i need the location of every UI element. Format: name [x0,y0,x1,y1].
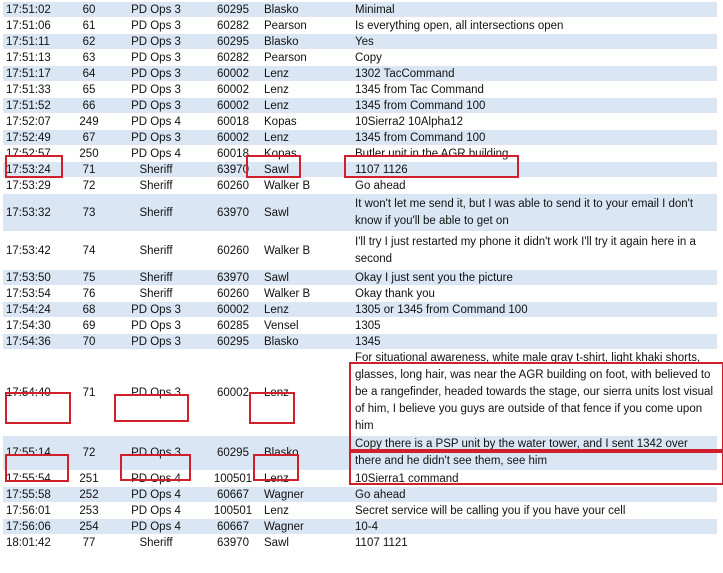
channel-cell: PD Ops 3 [107,130,205,146]
time-cell: 17:55:54 [3,471,71,487]
sequence-cell: 63 [71,50,107,66]
table-row [3,503,717,519]
speaker-cell: Walker B [261,232,352,270]
sequence-cell: 68 [71,302,107,318]
speaker-cell: Sawl [261,194,352,232]
time-cell: 17:51:06 [3,18,71,34]
speaker-cell: Lenz [261,350,352,436]
channel-cell: PD Ops 4 [107,114,205,130]
channel-cell: Sheriff [107,286,205,302]
sequence-cell: 252 [71,487,107,503]
speaker-cell: Sawl [261,162,352,178]
speaker-cell: Pearson [261,18,352,34]
time-cell: 17:51:33 [3,82,71,98]
message-cell: 10Sierra1 command [352,471,717,487]
speaker-cell: Walker B [261,286,352,302]
channel-cell: PD Ops 3 [107,302,205,318]
channel-cell: Sheriff [107,178,205,194]
channel-cell: Sheriff [107,535,205,551]
time-cell: 17:54:30 [3,318,71,334]
sequence-cell: 72 [71,436,107,471]
channel-cell: PD Ops 3 [107,436,205,471]
channel-cell: PD Ops 4 [107,487,205,503]
speaker-cell: Sawl [261,270,352,286]
time-cell: 18:01:42 [3,535,71,551]
sequence-cell: 77 [71,535,107,551]
sequence-cell: 74 [71,232,107,270]
time-cell: 17:53:50 [3,270,71,286]
speaker-cell: Kopas [261,114,352,130]
time-cell: 17:52:57 [3,146,71,162]
message-cell: Yes [352,34,717,50]
table-row [3,318,717,334]
unit-id-cell: 60295 [205,436,261,471]
channel-cell: Sheriff [107,232,205,270]
table-row [3,334,717,350]
table-row [3,436,717,471]
message-cell: Copy there is a PSP unit by the water tower, and I sent 1342 over there and he didn't see them, see him [352,436,717,471]
message-cell: Is everything open, all intersections open [352,18,717,34]
sequence-cell: 64 [71,66,107,82]
speaker-cell: Lenz [261,130,352,146]
channel-cell: PD Ops 3 [107,98,205,114]
table-row [3,82,717,98]
unit-id-cell: 60282 [205,50,261,66]
time-cell: 17:51:02 [3,2,71,18]
sequence-cell: 71 [71,162,107,178]
message-cell: It won't let me send it, but I was able to send it to your email I don't know if you'll be able to get on [352,194,717,232]
unit-id-cell: 60295 [205,334,261,350]
message-cell: I'll try I just restarted my phone it didn't work I'll try it again here in a second [352,232,717,270]
sequence-cell: 254 [71,519,107,535]
table-row [3,98,717,114]
table-row [3,178,717,194]
unit-id-cell: 60002 [205,66,261,82]
unit-id-cell: 60260 [205,232,261,270]
channel-cell: PD Ops 3 [107,66,205,82]
speaker-cell: Kopas [261,146,352,162]
table-row [3,487,717,503]
unit-id-cell: 60002 [205,82,261,98]
unit-id-cell: 60018 [205,146,261,162]
time-cell: 17:56:06 [3,519,71,535]
message-cell: 1305 or 1345 from Command 100 [352,302,717,318]
message-cell: 1107 1126 [352,162,717,178]
unit-id-cell: 60002 [205,98,261,114]
time-cell: 17:53:32 [3,194,71,232]
unit-id-cell: 60295 [205,2,261,18]
channel-cell: Sheriff [107,194,205,232]
channel-cell: PD Ops 3 [107,2,205,18]
unit-id-cell: 60285 [205,318,261,334]
message-cell: 1107 1121 [352,535,717,551]
table-row [3,146,717,162]
unit-id-cell: 63970 [205,194,261,232]
table-row [3,2,717,18]
table-row [3,114,717,130]
unit-id-cell: 60018 [205,114,261,130]
table-row [3,350,717,436]
channel-cell: Sheriff [107,162,205,178]
speaker-cell: Blasko [261,2,352,18]
time-cell: 17:53:54 [3,286,71,302]
unit-id-cell: 100501 [205,503,261,519]
time-cell: 17:55:14 [3,436,71,471]
table-row [3,471,717,487]
sequence-cell: 71 [71,350,107,436]
message-cell: 10Sierra2 10Alpha12 [352,114,717,130]
channel-cell: PD Ops 4 [107,146,205,162]
message-cell: Butler unit in the AGR building [352,146,717,162]
channel-cell: PD Ops 4 [107,519,205,535]
message-cell: 1345 [352,334,717,350]
time-cell: 17:53:24 [3,162,71,178]
channel-cell: PD Ops 3 [107,350,205,436]
message-cell: 1305 [352,318,717,334]
message-cell: 1345 from Tac Command [352,82,717,98]
speaker-cell: Lenz [261,503,352,519]
speaker-cell: Lenz [261,98,352,114]
speaker-cell: Lenz [261,471,352,487]
time-cell: 17:52:07 [3,114,71,130]
message-cell: For situational awareness, white male gray t-shirt, light khaki shorts, glasses, long hair, was near the AGR building on foot, with believed to be a rangefinder, headed towards the stage, our sierra units lost visual of him, I believe you guys are outside of that fence if you come upon him [352,350,717,436]
radio-log-table [3,2,717,551]
unit-id-cell: 60260 [205,286,261,302]
channel-cell: PD Ops 3 [107,18,205,34]
message-cell: Secret service will be calling you if you have your cell [352,503,717,519]
message-cell: 1345 from Command 100 [352,98,717,114]
time-cell: 17:54:36 [3,334,71,350]
sequence-cell: 62 [71,34,107,50]
sequence-cell: 249 [71,114,107,130]
unit-id-cell: 60295 [205,34,261,50]
message-cell: 1302 TacCommand [352,66,717,82]
table-row [3,270,717,286]
time-cell: 17:51:13 [3,50,71,66]
transcript-sheet [3,2,720,569]
time-cell: 17:51:17 [3,66,71,82]
speaker-cell: Sawl [261,535,352,551]
table-row [3,535,717,551]
unit-id-cell: 63970 [205,162,261,178]
time-cell: 17:54:40 [3,350,71,436]
table-row [3,18,717,34]
speaker-cell: Wagner [261,519,352,535]
channel-cell: PD Ops 4 [107,503,205,519]
sequence-cell: 70 [71,334,107,350]
sequence-cell: 253 [71,503,107,519]
speaker-cell: Wagner [261,487,352,503]
channel-cell: PD Ops 3 [107,334,205,350]
time-cell: 17:56:01 [3,503,71,519]
channel-cell: PD Ops 3 [107,50,205,66]
unit-id-cell: 63970 [205,535,261,551]
unit-id-cell: 60667 [205,519,261,535]
channel-cell: PD Ops 3 [107,318,205,334]
unit-id-cell: 60260 [205,178,261,194]
sequence-cell: 65 [71,82,107,98]
sequence-cell: 73 [71,194,107,232]
table-row [3,34,717,50]
unit-id-cell: 100501 [205,471,261,487]
message-cell: Copy [352,50,717,66]
speaker-cell: Pearson [261,50,352,66]
sequence-cell: 76 [71,286,107,302]
sequence-cell: 251 [71,471,107,487]
time-cell: 17:53:29 [3,178,71,194]
speaker-cell: Blasko [261,34,352,50]
time-cell: 17:53:42 [3,232,71,270]
unit-id-cell: 60667 [205,487,261,503]
message-cell: Go ahead [352,487,717,503]
message-cell: Minimal [352,2,717,18]
sequence-cell: 250 [71,146,107,162]
message-cell: Go ahead [352,178,717,194]
message-cell: 10-4 [352,519,717,535]
sequence-cell: 67 [71,130,107,146]
time-cell: 17:52:49 [3,130,71,146]
channel-cell: PD Ops 3 [107,34,205,50]
channel-cell: PD Ops 3 [107,82,205,98]
sequence-cell: 69 [71,318,107,334]
table-row [3,66,717,82]
unit-id-cell: 60282 [205,18,261,34]
unit-id-cell: 60002 [205,350,261,436]
message-cell: Okay I just sent you the picture [352,270,717,286]
speaker-cell: Lenz [261,66,352,82]
message-cell: Okay thank you [352,286,717,302]
speaker-cell: Vensel [261,318,352,334]
speaker-cell: Blasko [261,436,352,471]
table-row [3,302,717,318]
table-row [3,194,717,232]
table-row [3,50,717,66]
speaker-cell: Blasko [261,334,352,350]
table-row [3,130,717,146]
table-row [3,162,717,178]
sequence-cell: 61 [71,18,107,34]
speaker-cell: Lenz [261,82,352,98]
time-cell: 17:51:52 [3,98,71,114]
unit-id-cell: 63970 [205,270,261,286]
message-cell: 1345 from Command 100 [352,130,717,146]
table-row [3,232,717,270]
speaker-cell: Walker B [261,178,352,194]
unit-id-cell: 60002 [205,302,261,318]
speaker-cell: Lenz [261,302,352,318]
sequence-cell: 72 [71,178,107,194]
sequence-cell: 75 [71,270,107,286]
channel-cell: PD Ops 4 [107,471,205,487]
table-row [3,519,717,535]
time-cell: 17:51:11 [3,34,71,50]
sequence-cell: 60 [71,2,107,18]
time-cell: 17:55:58 [3,487,71,503]
unit-id-cell: 60002 [205,130,261,146]
table-row [3,286,717,302]
sequence-cell: 66 [71,98,107,114]
time-cell: 17:54:24 [3,302,71,318]
channel-cell: Sheriff [107,270,205,286]
